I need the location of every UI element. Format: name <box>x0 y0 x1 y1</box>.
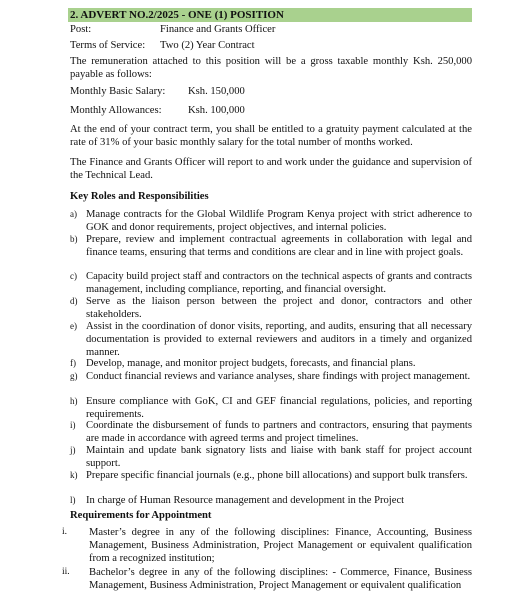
reporting-text: The Finance and Grants Officer will report to and work under the guidance and supervision of the Technical Lead. <box>70 157 472 182</box>
requirements-heading: Requirements for Appointment <box>70 510 212 521</box>
role-text: Serve as the liaison person between the project and donor, contractors and other stakeholders. <box>86 296 472 321</box>
role-marker: k) <box>70 470 78 480</box>
roles-heading: Key Roles and Responsibilities <box>70 191 209 202</box>
advert-heading: 2. ADVERT NO.2/2025 - ONE (1) POSITION <box>70 9 284 21</box>
basic-salary-label: Monthly Basic Salary: <box>70 86 166 97</box>
basic-salary-value: Ksh. 150,000 <box>188 86 245 97</box>
role-text: Ensure compliance with GoK, CI and GEF financial regulations, policies, and reporting requirements. <box>86 396 472 421</box>
allowance-label: Monthly Allowances: <box>70 105 162 116</box>
role-marker: c) <box>70 271 77 281</box>
role-text: Capacity build project staff and contractors on the technical aspects of grants and contracts management, including compliance, reporting, and financial oversight. <box>86 271 472 296</box>
role-text: Assist in the coordination of donor visits, reporting, and audits, ensuring that all necessary documentation is provided to external reviewers and auditors in a timely and organized manner. <box>86 321 472 359</box>
post-label: Post: <box>70 24 92 35</box>
role-marker: a) <box>70 209 77 219</box>
role-text: Prepare specific financial journals (e.g., phone bill allocations) and support bulk transfers. <box>86 470 468 481</box>
role-marker: j) <box>70 445 76 455</box>
requirement-text: Bachelor’s degree in any of the following disciplines: - Commerce, Finance, Business Management, Business Administration, Project Management or equivalent qualification <box>89 567 472 592</box>
role-marker: e) <box>70 321 77 331</box>
role-text: Prepare, review and implement contractual agreements in collaboration with legal and finance teams, ensuring that terms and conditions are clear and in line with project goals. <box>86 234 472 259</box>
role-text: Develop, manage, and monitor project budgets, forecasts, and financial plans. <box>86 358 416 369</box>
role-marker: g) <box>70 371 78 381</box>
role-marker: i) <box>70 420 76 430</box>
post-value: Finance and Grants Officer <box>160 24 276 35</box>
role-text: Conduct financial reviews and variance analyses, share findings with project management. <box>86 371 471 382</box>
requirement-text: Master’s degree in any of the following disciplines: Finance, Accounting, Business Management, Business Administration, Project Management or equivalent qualification from a recognized institution; <box>89 527 472 565</box>
terms-value: Two (2) Year Contract <box>160 40 255 51</box>
role-marker: f) <box>70 358 76 368</box>
requirement-marker: i. <box>62 527 68 537</box>
requirement-marker: ii. <box>62 567 70 577</box>
remuneration-text: The remuneration attached to this position will be a gross taxable monthly Ksh. 250,000 payable as follows: <box>70 56 472 81</box>
role-marker: h) <box>70 396 78 406</box>
role-marker: b) <box>70 234 78 244</box>
role-marker: d) <box>70 296 78 306</box>
role-marker: l) <box>70 495 76 505</box>
role-text: Maintain and update bank signatory lists and liaise with bank staff for project account support. <box>86 445 472 470</box>
terms-label: Terms of Service: <box>70 40 146 51</box>
role-text: Manage contracts for the Global Wildlife Program Kenya project with strict adherence to GOK and donor requirements, project objectives, and internal policies. <box>86 209 472 234</box>
role-text: Coordinate the disbursement of funds to partners and contractors, ensuring that payments are made in accordance with agreed terms and project timelines. <box>86 420 472 445</box>
allowance-value: Ksh. 100,000 <box>188 105 245 116</box>
gratuity-text: At the end of your contract term, you shall be entitled to a gratuity payment calculated at the rate of 31% of your basic monthly salary for the total number of months worked. <box>70 124 472 149</box>
role-text: In charge of Human Resource management and development in the Project <box>86 495 405 506</box>
